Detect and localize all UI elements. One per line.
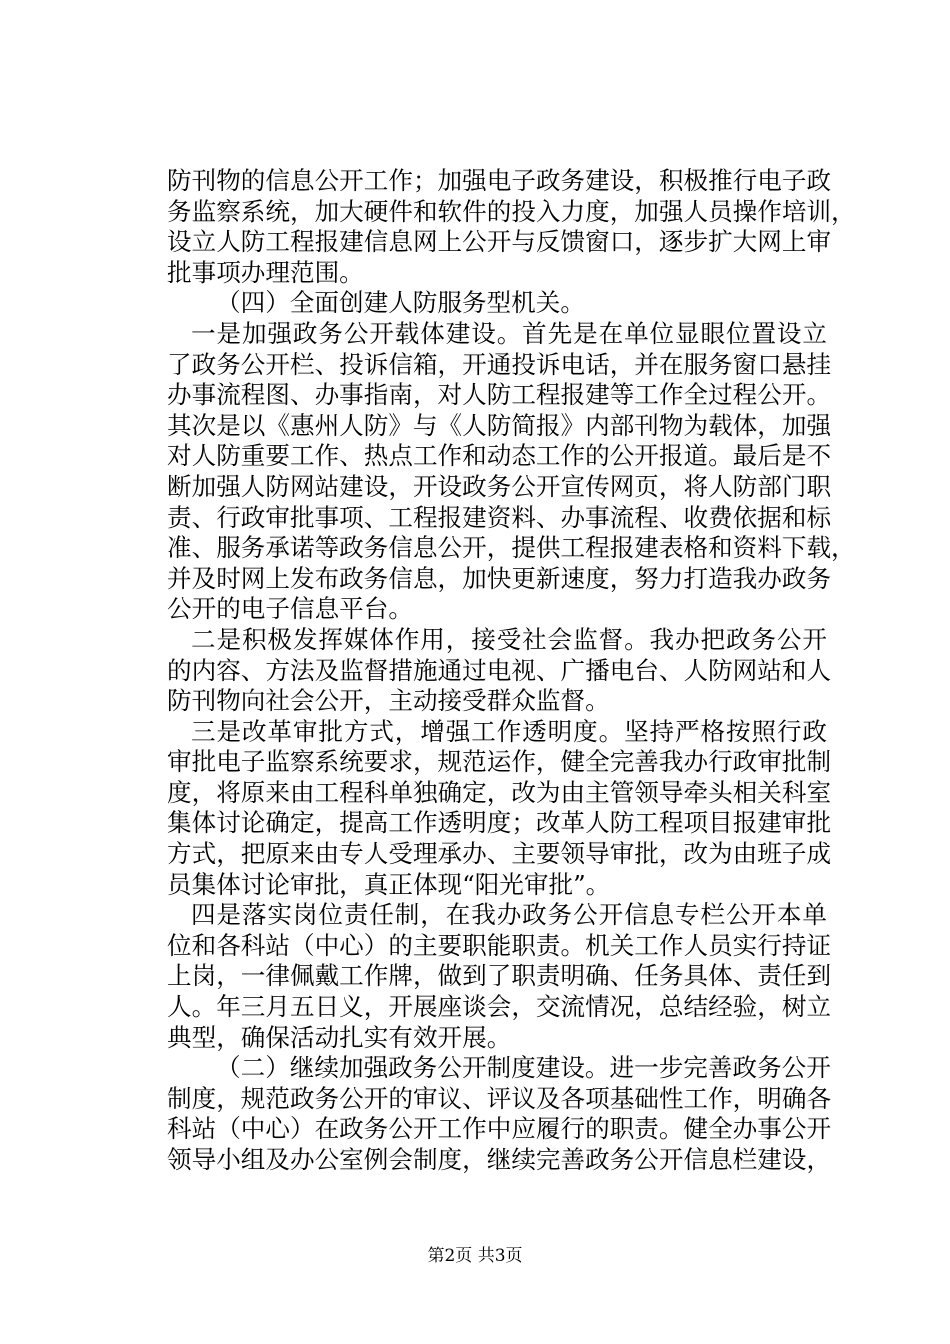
text-line: 二是积极发挥媒体作用，接受社会监督。我办把政务公开	[191, 624, 827, 654]
text-line: 领导小组及办公室例会制度，继续完善政务公开信息栏建设，	[167, 1145, 832, 1174]
text-line: 三是改革审批方式，增强工作透明度。坚持严格按照行政	[191, 716, 827, 746]
text-line: 位和各科站（中心）的主要职能职责。机关工作人员实行持证	[167, 930, 832, 960]
text-line: 了政务公开栏、投诉信箱，开通投诉电话，并在服务窗口悬挂	[167, 349, 832, 379]
text-line: 集体讨论确定，提高工作透明度；改革人防工程项目报建审批	[167, 808, 832, 838]
text-line: （二）继续加强政务公开制度建设。进一步完善政务公开	[216, 1053, 831, 1083]
paragraph	[167, 1053, 832, 1175]
text-line: 典型，确保活动扎实有效开展。	[167, 1022, 512, 1052]
paragraph	[167, 288, 827, 319]
text-line: 批事项办理范围。	[167, 257, 364, 287]
text-line: 防刊物的信息公开工作；加强电子政务建设，积极推行电子政	[167, 166, 832, 195]
text-line: 员集体讨论审批，真正体现“阳光审批”。	[167, 869, 611, 899]
paragraph	[167, 166, 856, 288]
paragraph	[167, 318, 856, 625]
text-line: 并及时网上发布政务信息，加快更新速度，努力打造我办政务	[167, 563, 832, 593]
page-footer: 第2页 共3页	[427, 1246, 523, 1266]
text-line: 方式，把原来由专人受理承办、主要领导审批，改为由班子成	[167, 839, 832, 869]
text-line: 断加强人防网站建设，开设政务公开宣传网页，将人防部门职	[167, 471, 832, 501]
text-line: 度，将原来由工程科单独确定，改为由主管领导牵头相关科室	[167, 777, 832, 807]
text-line: 四是落实岗位责任制，在我办政务公开信息专栏公开本单	[191, 900, 827, 930]
text-line: （四）全面创建人防服务型机关。	[216, 288, 585, 318]
paragraph	[167, 900, 832, 1053]
text-line: 防刊物向社会公开，主动接受群众监督。	[167, 686, 610, 716]
text-line: 公开的电子信息平台。	[167, 594, 413, 624]
text-line: 科站（中心）在政务公开工作中应履行的职责。健全办事公开	[167, 1114, 832, 1144]
text-line: 的内容、方法及监督措施通过电视、广播电台、人防网站和人	[167, 655, 832, 685]
paragraph	[167, 624, 832, 717]
text-line: 设立人防工程报建信息网上公开与反馈窗口，逐步扩大网上审	[167, 227, 832, 257]
document-body	[167, 166, 856, 1176]
text-line: 准、服务承诺等政务信息公开，提供工程报建表格和资料下载，	[167, 533, 856, 563]
text-line: 责、行政审批事项、工程报建资料、办事流程、收费依据和标	[167, 502, 832, 532]
text-line: 人。年三月五日义，开展座谈会，交流情况，总结经验，树立	[167, 992, 832, 1022]
text-line: 务监察系统，加大硬件和软件的投入力度，加强人员操作培训，	[167, 196, 856, 226]
text-line: 其次是以《惠州人防》与《人防简报》内部刊物为载体，加强	[167, 410, 832, 440]
text-line: 制度，规范政务公开的审议、评议及各项基础性工作，明确各	[167, 1083, 832, 1113]
text-line: 上岗，一律佩戴工作牌，做到了职责明确、任务具体、责任到	[167, 961, 832, 991]
text-line: 对人防重要工作、热点工作和动态工作的公开报道。最后是不	[167, 441, 832, 471]
text-line: 一是加强政务公开载体建设。首先是在单位显眼位置设立	[191, 318, 827, 348]
text-line: 办事流程图、办事指南，对人防工程报建等工作全过程公开。	[167, 380, 832, 410]
paragraph	[167, 716, 832, 901]
text-line: 审批电子监察系统要求，规范运作，健全完善我办行政审批制	[167, 747, 832, 777]
